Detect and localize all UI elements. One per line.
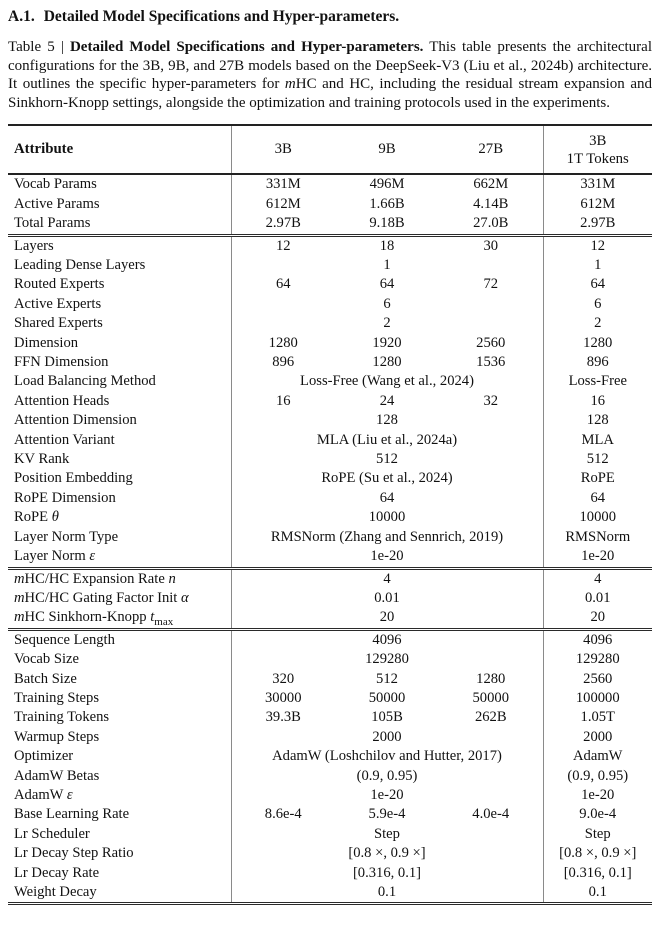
value-cell: 320 <box>231 670 335 689</box>
value-cell: 50000 <box>368 689 406 706</box>
header-col-3b: 3B <box>231 125 335 174</box>
value-cell-1t-tokens: 16 <box>543 392 652 411</box>
value-span-cell: 10000 <box>231 508 543 527</box>
attribute-cell: Shared Experts <box>14 315 103 332</box>
value-cell: 612M <box>231 195 335 214</box>
value-cell-1t-tokens: (0.9, 0.95) <box>543 767 652 786</box>
attribute-cell: Batch Size <box>14 670 77 687</box>
value-span-cell: (0.9, 0.95) <box>231 767 543 786</box>
value-cell: 4.14B <box>473 195 509 212</box>
value-span-cell: AdamW (Loshchilov and Hutter, 2017) <box>231 747 543 766</box>
table-row <box>8 275 652 294</box>
attribute-text-segment: t <box>150 609 155 626</box>
section-heading <box>8 7 652 27</box>
attribute-cell: Training Tokens <box>14 709 110 726</box>
value-cell: 1280 <box>476 670 506 687</box>
header-col-27b: 27B <box>478 141 504 158</box>
table-row <box>8 295 652 314</box>
table-row <box>8 767 652 786</box>
value-cell-1t-tokens: 4 <box>543 568 652 589</box>
caption-body-2: HC and HC, including the residual stream expansion and Sinkhorn-Knopp settings, alongside the optimization and training protocols used in the experiments. <box>8 76 652 111</box>
table-section-2 <box>8 235 652 568</box>
attribute-cell: Active Experts <box>14 295 102 312</box>
attribute-cell: Vocab Params <box>14 176 97 193</box>
value-cell: 4.0e-4 <box>472 806 510 823</box>
attribute-cell <box>8 508 231 527</box>
value-cell: 1280 <box>372 354 402 371</box>
table-row <box>8 547 652 568</box>
attribute-cell: KV Rank <box>14 451 70 468</box>
attribute-text-segment: HC Sinkhorn-Knopp <box>24 609 151 626</box>
spec-table <box>8 124 652 905</box>
value-span-cell: RMSNorm (Zhang and Sennrich, 2019) <box>231 528 543 547</box>
value-span-cell: [0.316, 0.1] <box>231 864 543 883</box>
attribute-text-segment: HC/HC Gating Factor Init <box>24 589 182 606</box>
table-row <box>8 489 652 508</box>
value-cell-1t-tokens: AdamW <box>543 747 652 766</box>
value-span-cell: 512 <box>231 450 543 469</box>
value-span-cell: 2 <box>231 314 543 333</box>
value-cell: 5.9e-4 <box>368 806 406 823</box>
table-row <box>8 589 652 608</box>
table-row <box>8 708 652 727</box>
value-cell-1t-tokens: 0.1 <box>543 883 652 904</box>
value-cell-1t-tokens: [0.8 ×, 0.9 ×] <box>543 844 652 863</box>
value-cell-1t-tokens: 331M <box>543 174 652 194</box>
table-row <box>8 747 652 766</box>
value-cell-1t-tokens: 1 <box>543 256 652 275</box>
header-row <box>8 125 652 174</box>
value-span-cell: [0.8 ×, 0.9 ×] <box>231 844 543 863</box>
value-cell: 50000 <box>472 689 509 706</box>
header-attribute: Attribute <box>14 141 74 158</box>
table-row <box>8 670 652 689</box>
value-cell: 32 <box>483 392 499 409</box>
value-cell-1t-tokens: RoPE <box>543 469 652 488</box>
header-col-3b-1t-line1: 3B <box>589 132 607 149</box>
attribute-cell: Sequence Length <box>14 631 115 648</box>
attribute-cell: Lr Decay Rate <box>14 864 100 881</box>
value-cell: 16 <box>231 392 335 411</box>
value-cell: 262B <box>474 709 507 726</box>
table-row <box>8 431 652 450</box>
header-col-3b-1t-line2: 1T Tokens <box>566 150 629 167</box>
value-cell-1t-tokens: 6 <box>543 295 652 314</box>
value-cell-1t-tokens: 1e-20 <box>543 786 652 805</box>
value-cell: 12 <box>231 235 335 256</box>
value-cell-1t-tokens: [0.316, 0.1] <box>543 864 652 883</box>
value-cell-1t-tokens: 512 <box>543 450 652 469</box>
table-section-4 <box>8 629 652 904</box>
attribute-cell: Dimension <box>14 334 79 351</box>
value-cell-1t-tokens: 9.0e-4 <box>543 805 652 824</box>
value-cell-1t-tokens: 1e-20 <box>543 547 652 568</box>
value-span-cell: 4096 <box>231 629 543 650</box>
attribute-cell: Position Embedding <box>14 470 133 487</box>
table-row <box>8 650 652 669</box>
value-cell: 512 <box>376 670 398 687</box>
value-span-cell: Loss-Free (Wang et al., 2024) <box>231 372 543 391</box>
table-row <box>8 825 652 844</box>
value-cell-1t-tokens: 20 <box>543 608 652 629</box>
value-span-cell: 128 <box>231 411 543 430</box>
attribute-text-segment: ε <box>66 786 73 803</box>
table-row <box>8 883 652 904</box>
value-span-cell: Step <box>231 825 543 844</box>
value-cell: 1920 <box>372 334 402 351</box>
value-span-cell: 0.1 <box>231 883 543 904</box>
header-col-9b: 9B <box>378 141 396 158</box>
attribute-cell: Active Params <box>14 195 100 212</box>
value-span-cell: 64 <box>231 489 543 508</box>
value-cell: 896 <box>231 353 335 372</box>
table-row <box>8 353 652 372</box>
attribute-cell: Training Steps <box>14 689 100 706</box>
value-cell-1t-tokens: 64 <box>543 275 652 294</box>
attribute-cell: RoPE Dimension <box>14 489 116 506</box>
value-cell-1t-tokens: 129280 <box>543 650 652 669</box>
table-row <box>8 568 652 589</box>
value-cell-1t-tokens: MLA <box>543 431 652 450</box>
attribute-cell: FFN Dimension <box>14 354 109 371</box>
value-cell: 27.0B <box>473 215 509 232</box>
attribute-cell <box>8 568 231 589</box>
value-span-cell: 1e-20 <box>231 547 543 568</box>
value-cell: 1280 <box>231 334 335 353</box>
attribute-cell <box>8 589 231 608</box>
value-cell-1t-tokens: RMSNorm <box>543 528 652 547</box>
value-span-cell: MLA (Liu et al., 2024a) <box>231 431 543 450</box>
value-span-cell: 6 <box>231 295 543 314</box>
value-cell-1t-tokens: 4096 <box>543 629 652 650</box>
attribute-text-segment: max <box>154 616 174 629</box>
value-span-cell: 2000 <box>231 728 543 747</box>
value-cell-1t-tokens: 2 <box>543 314 652 333</box>
value-cell-1t-tokens: 12 <box>543 235 652 256</box>
section-number: A.1. <box>8 8 35 25</box>
attribute-cell: Lr Decay Step Ratio <box>14 845 134 862</box>
value-span-cell: RoPE (Su et al., 2024) <box>231 469 543 488</box>
table-section-3 <box>8 568 652 629</box>
value-cell: 64 <box>379 276 395 293</box>
table-row <box>8 469 652 488</box>
section-title: Detailed Model Specifications and Hyper-parameters. <box>43 8 400 25</box>
attribute-cell: Optimizer <box>14 748 74 765</box>
value-span-cell: 1e-20 <box>231 786 543 805</box>
value-cell: 24 <box>379 392 395 409</box>
attribute-cell: Weight Decay <box>14 884 97 900</box>
value-span-cell: 20 <box>231 608 543 629</box>
table-row <box>8 508 652 527</box>
attribute-cell: Layer Norm Type <box>14 528 119 545</box>
attribute-cell: Vocab Size <box>14 651 79 668</box>
value-cell: 662M <box>473 176 509 193</box>
value-span-cell: 0.01 <box>231 589 543 608</box>
attribute-text-segment: m <box>14 570 25 587</box>
value-cell: 72 <box>483 276 499 293</box>
table-row <box>8 372 652 391</box>
table-row <box>8 174 652 194</box>
table-row <box>8 214 652 235</box>
attribute-cell: Attention Heads <box>14 392 110 409</box>
value-cell: 18 <box>379 237 395 254</box>
value-cell: 1536 <box>476 354 506 371</box>
attribute-text-segment: θ <box>51 509 59 526</box>
value-cell: 39.3B <box>231 708 335 727</box>
table-row <box>8 235 652 256</box>
value-cell-1t-tokens: 2000 <box>543 728 652 747</box>
value-cell-1t-tokens: 1280 <box>543 334 652 353</box>
table-row <box>8 689 652 708</box>
value-cell-1t-tokens: 64 <box>543 489 652 508</box>
value-cell-1t-tokens: 100000 <box>543 689 652 708</box>
table-header <box>8 125 652 174</box>
attribute-text-segment: α <box>181 589 189 606</box>
value-cell: 105B <box>371 709 403 726</box>
value-cell: 8.6e-4 <box>231 805 335 824</box>
value-span-cell: 1 <box>231 256 543 275</box>
value-cell-1t-tokens: 612M <box>543 195 652 214</box>
attribute-cell: Base Learning Rate <box>14 806 130 823</box>
table-row <box>8 786 652 805</box>
caption-bold-title: Detailed Model Specifications and Hyper-parameters. <box>69 39 424 55</box>
table-row <box>8 528 652 547</box>
value-cell-1t-tokens: Loss-Free <box>543 372 652 391</box>
value-cell-1t-tokens: 2.97B <box>543 214 652 235</box>
table-row <box>8 864 652 883</box>
attribute-cell: Warmup Steps <box>14 728 100 745</box>
table-row <box>8 608 652 629</box>
attribute-cell: Leading Dense Layers <box>14 257 146 273</box>
table-row <box>8 256 652 275</box>
attribute-cell: Lr Scheduler <box>14 825 90 842</box>
table-row <box>8 844 652 863</box>
attribute-text-segment: ε <box>89 548 96 565</box>
value-cell: 9.18B <box>369 215 405 232</box>
table-row <box>8 314 652 333</box>
value-cell-1t-tokens: 10000 <box>543 508 652 527</box>
table-row <box>8 392 652 411</box>
table-row <box>8 805 652 824</box>
caption-body-1: This table presents the architectural configurations for the 3B, 9B, and 27B models based on the DeepSeek-V3 (Liu et al., 2024b) architecture. It outlines the specific hyper-parameters for <box>8 39 652 93</box>
attribute-cell: Total Params <box>14 215 91 232</box>
table-row <box>8 728 652 747</box>
attribute-cell <box>8 786 231 805</box>
value-cell-1t-tokens: 896 <box>543 353 652 372</box>
attribute-cell: AdamW Betas <box>14 767 100 784</box>
value-cell: 64 <box>231 275 335 294</box>
header-col-3b-1t <box>543 125 652 174</box>
value-cell: 331M <box>231 174 335 194</box>
value-cell: 2.97B <box>231 214 335 235</box>
attribute-text-segment: RoPE <box>14 509 52 526</box>
attribute-cell <box>8 608 231 629</box>
value-cell: 30000 <box>231 689 335 708</box>
value-cell-1t-tokens: 1.05T <box>543 708 652 727</box>
value-cell: 2560 <box>476 334 506 351</box>
attribute-cell: Attention Variant <box>14 431 115 448</box>
attribute-text-segment: Layer Norm <box>14 548 90 565</box>
attribute-text-segment: AdamW <box>14 786 67 803</box>
table-row <box>8 195 652 214</box>
attribute-cell: Routed Experts <box>14 276 105 293</box>
table-row <box>8 629 652 650</box>
value-cell: 496M <box>369 176 405 193</box>
caption-italic-m: m <box>284 76 296 93</box>
attribute-text-segment: HC/HC Expansion Rate <box>24 570 169 587</box>
value-span-cell: 129280 <box>231 650 543 669</box>
value-cell: 1.66B <box>369 195 405 212</box>
attribute-cell: Attention Dimension <box>14 412 137 429</box>
attribute-text-segment: n <box>168 570 176 587</box>
attribute-cell: Layers <box>14 237 54 254</box>
table-caption <box>8 38 652 112</box>
table-row <box>8 411 652 430</box>
value-cell-1t-tokens: 0.01 <box>543 589 652 608</box>
attribute-cell: Load Balancing Method <box>14 373 156 390</box>
value-cell: 30 <box>483 237 499 254</box>
table-row <box>8 450 652 469</box>
attribute-text-segment: m <box>14 609 25 626</box>
value-cell-1t-tokens: Step <box>543 825 652 844</box>
table-section-1 <box>8 174 652 235</box>
value-span-cell: 4 <box>231 568 543 589</box>
table-row <box>8 334 652 353</box>
value-cell-1t-tokens: 128 <box>543 411 652 430</box>
caption-label: Table 5 | <box>8 39 70 55</box>
attribute-cell <box>8 547 231 568</box>
value-cell-1t-tokens: 2560 <box>543 670 652 689</box>
attribute-text-segment: m <box>14 589 25 606</box>
